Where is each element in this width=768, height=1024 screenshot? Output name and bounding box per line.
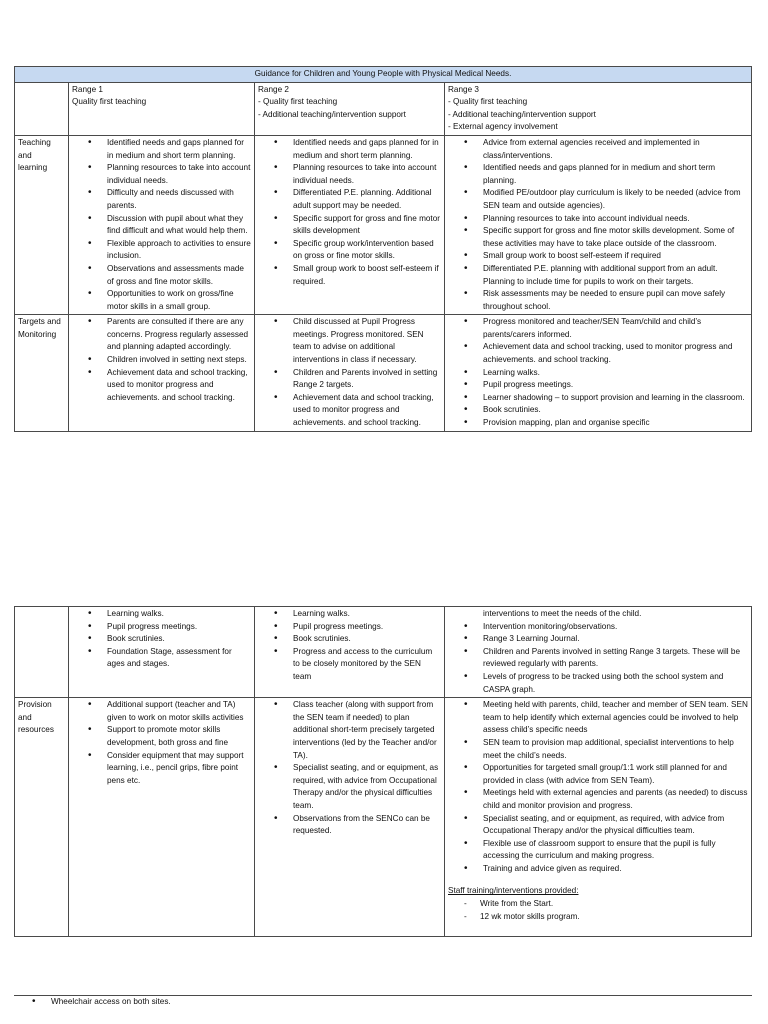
provision-range-2-cell <box>255 698 445 937</box>
list-item: • Specialist seating, and or equipment, as required, with advice from Occupational Therapy and/or the physical difficulties team. <box>483 813 748 838</box>
list-item: • Levels of progress to be tracked using both the school system and CASPA graph. <box>483 671 748 696</box>
list-item: • Flexible use of classroom support to ensure that the pupil is fully accessing the curriculum and making progress. <box>483 838 748 863</box>
bullet-list <box>258 699 441 838</box>
list-item: • Learning walks. <box>293 608 441 621</box>
footer-item: • Wheelchair access on both sites. <box>51 996 752 1009</box>
row-label-targets: Targets and Monitoring <box>15 315 69 431</box>
bullet-list <box>448 137 748 313</box>
list-item: • Foundation Stage, assessment for ages and stages. <box>107 646 251 671</box>
teaching-range-1-cell <box>69 135 255 314</box>
footer-note <box>14 995 752 1009</box>
list-item: • Book scrutinies. <box>293 633 441 646</box>
guidance-table-page-2 <box>14 606 752 937</box>
list-item: • Book scrutinies. <box>483 404 748 417</box>
list-item: - Write from the Start. <box>480 898 748 911</box>
list-item: • SEN team to provision map additional, specialist interventions to help meet the child’s needs. <box>483 737 748 762</box>
continued-text-list <box>448 608 748 621</box>
targets-range-2-cell <box>255 315 445 431</box>
bullet-list <box>448 621 748 697</box>
list-item: • Children and Parents involved in setting Range 2 targets. <box>293 367 441 392</box>
list-item: • Identified needs and gaps planned for in medium and short term planning. <box>483 162 748 187</box>
bullet-list <box>72 608 251 671</box>
list-item: • Progress monitored and teacher/SEN Team/child and child’s parents/carers informed. <box>483 316 748 341</box>
bullet-list <box>72 699 251 787</box>
list-item: • Flexible approach to activities to ensure inclusion. <box>107 238 251 263</box>
guidance-table-page-1 <box>14 66 752 432</box>
bullet-list <box>448 316 748 429</box>
list-item: • Planning resources to take into account individual needs. <box>107 162 251 187</box>
staff-training-heading: Staff training/interventions provided: <box>448 886 579 896</box>
continued-text: interventions to meet the needs of the child. <box>483 609 642 618</box>
table-title: Guidance for Children and Young People with Physical Medical Needs. <box>15 67 752 83</box>
range-3-header: Range 3 - Quality first teaching - Additional teaching/intervention support - External agency involvement <box>445 82 752 135</box>
list-item: • Modified PE/outdoor play curriculum is likely to be needed (advice from SEN team and outside agencies). <box>483 187 748 212</box>
list-item: • Identified needs and gaps planned for in medium and short term planning. <box>293 137 441 162</box>
provision-and-resources-row <box>15 698 752 937</box>
list-item: • Observations and assessments made of gross and fine motor skills. <box>107 263 251 288</box>
list-item: • Opportunities to work on gross/fine motor skills in a small group. <box>107 288 251 313</box>
bullet-list <box>258 316 441 429</box>
range-2-header: Range 2 - Quality first teaching - Additional teaching/intervention support <box>255 82 445 135</box>
list-item: • Specific support for gross and fine motor skills development. Some of these activities may have to take place outside of the classroom. <box>483 225 748 250</box>
targets-continued-row <box>15 607 752 698</box>
list-item: • Differentiated P.E. planning with additional support from an adult. Planning to include time for pupils to work on their targets. <box>483 263 748 288</box>
bullet-list <box>448 699 748 875</box>
list-item: • Support to promote motor skills development, both gross and fine <box>107 724 251 749</box>
empty-header-cell <box>15 82 69 135</box>
list-item: • Achievement data and school tracking, used to monitor progress and achievements. and school tracking. <box>293 392 441 430</box>
list-item: • Learning walks. <box>107 608 251 621</box>
list-item: • Book scrutinies. <box>107 633 251 646</box>
list-item: • Difficulty and needs discussed with parents. <box>107 187 251 212</box>
list-item: • Achievement data and school tracking, used to monitor progress and achievements. and school tracking. <box>107 367 251 405</box>
list-item: • Training and advice given as required. <box>483 863 748 876</box>
row-label-teaching: Teaching and learning <box>15 135 69 314</box>
list-item: • Differentiated P.E. planning. Additional adult support may be needed. <box>293 187 441 212</box>
teaching-range-3-cell <box>445 135 752 314</box>
empty-label-cell <box>15 607 69 698</box>
continued-range-2-cell <box>255 607 445 698</box>
list-item: • Achievement data and school tracking, used to monitor progress and achievements. and school tracking. <box>483 341 748 366</box>
list-item: • Observations from the SENCo can be requested. <box>293 813 441 838</box>
list-item: • Intervention monitoring/observations. <box>483 621 748 634</box>
list-item: • Class teacher (along with support from the SEN team if needed) to plan additional short-term precisely targeted interventions (led by the Teacher and/or TA). <box>293 699 441 762</box>
footer-list <box>14 996 752 1009</box>
list-item: • Planning resources to take into account individual needs. <box>483 213 748 226</box>
list-item: - 12 wk motor skills program. <box>480 911 748 924</box>
continued-range-1-cell <box>69 607 255 698</box>
provision-range-1-cell <box>69 698 255 937</box>
bullet-list <box>258 137 441 288</box>
list-item: • Pupil progress meetings. <box>293 621 441 634</box>
list-item: • Pupil progress meetings. <box>483 379 748 392</box>
bullet-list <box>72 316 251 404</box>
teaching-range-2-cell <box>255 135 445 314</box>
range-1-header: Range 1 Quality first teaching <box>69 82 255 135</box>
continued-range-3-cell <box>445 607 752 698</box>
list-item: • Small group work to boost self-esteem if required. <box>293 263 441 288</box>
provision-range-3-cell <box>445 698 752 937</box>
list-item: • Consider equipment that may support learning, i.e., pencil grips, fibre point pens etc. <box>107 750 251 788</box>
list-item: • Advice from external agencies received and implemented in class/interventions. <box>483 137 748 162</box>
targets-range-3-cell <box>445 315 752 431</box>
bullet-list <box>258 608 441 684</box>
list-item: • Risk assessments may be needed to ensure pupil can move safely throughout school. <box>483 288 748 313</box>
list-item: • Meetings held with external agencies and parents (as needed) to discuss child and monitor provision and progress. <box>483 787 748 812</box>
row-label-provision: Provision and resources <box>15 698 69 937</box>
list-item: • Children involved in setting next steps. <box>107 354 251 367</box>
bullet-list <box>72 137 251 313</box>
range-header-row <box>15 82 752 135</box>
list-item: • Specific group work/intervention based on gross or fine motor skills. <box>293 238 441 263</box>
list-item: • Pupil progress meetings. <box>107 621 251 634</box>
list-item: • Specific support for gross and fine motor skills development <box>293 213 441 238</box>
targets-range-1-cell <box>69 315 255 431</box>
list-item: • Children and Parents involved in setting Range 3 targets. These will be reviewed regularly with parents. <box>483 646 748 671</box>
dash-list <box>448 898 748 923</box>
list-item: • Opportunities for targeted small group/1:1 work still planned for and provided in class (with advice from SEN Team). <box>483 762 748 787</box>
teaching-and-learning-row <box>15 135 752 314</box>
list-item: • Planning resources to take into account individual needs. <box>293 162 441 187</box>
list-item: • Progress and access to the curriculum to be closely monitored by the SEN team <box>293 646 441 684</box>
list-item: • Specialist seating, and or equipment, as required, with advice from Occupational Therapy and/or the physical difficulties team. <box>293 762 441 812</box>
targets-and-monitoring-row <box>15 315 752 431</box>
list-item: • Parents are consulted if there are any concerns. Progress regularly assessed and planning adapted accordingly. <box>107 316 251 354</box>
list-item: • Learner shadowing – to support provision and learning in the classroom. <box>483 392 748 405</box>
list-item: • Discussion with pupil about what they find difficult and what would help them. <box>107 213 251 238</box>
list-item: • Learning walks. <box>483 367 748 380</box>
list-item: • Range 3 Learning Journal. <box>483 633 748 646</box>
list-item: • Additional support (teacher and TA) given to work on motor skills activities <box>107 699 251 724</box>
list-item: • Identified needs and gaps planned for in medium and short term planning. <box>107 137 251 162</box>
list-item: • Provision mapping, plan and organise specific <box>483 417 748 430</box>
list-item: • Small group work to boost self-esteem if required <box>483 250 748 263</box>
list-item: • Child discussed at Pupil Progress meetings. Progress monitored. SEN team to advise on additional interventions in class if necessary. <box>293 316 441 366</box>
list-item: • Meeting held with parents, child, teacher and member of SEN team. SEN team to help identify which external agencies could be involved to help assess child’s specific needs <box>483 699 748 737</box>
